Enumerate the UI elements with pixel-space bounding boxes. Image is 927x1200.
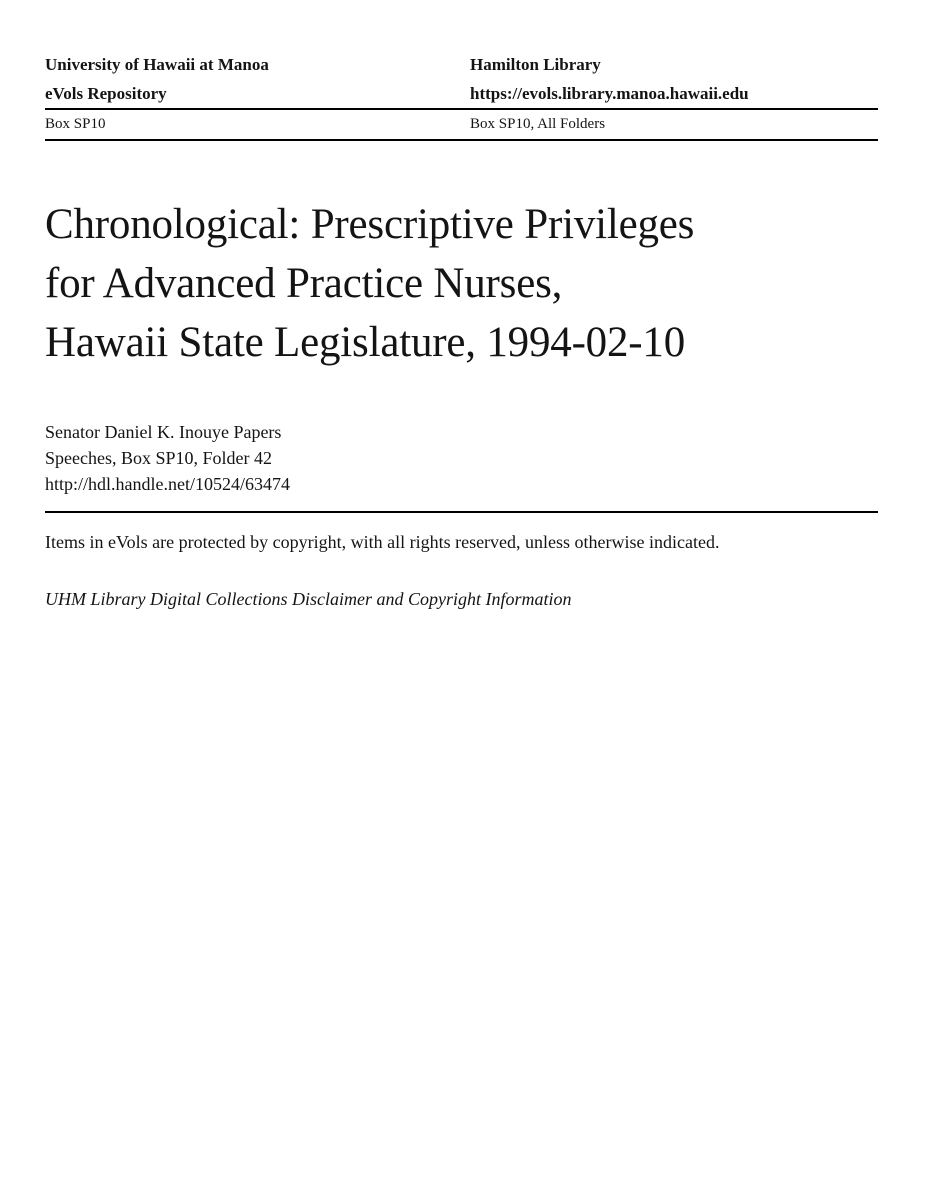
- breadcrumb-folders-label: Box SP10, All Folders: [470, 116, 606, 132]
- repository-name: eVols Repository: [45, 84, 167, 103]
- breadcrumb-box-label: Box SP10: [45, 116, 106, 132]
- header: [45, 50, 878, 141]
- item-metadata: [45, 419, 878, 497]
- folder-location: Speeches, Box SP10, Folder 42: [45, 448, 272, 468]
- page-title-line-3: Hawaii State Legislature, 1994-02-10: [45, 319, 686, 366]
- library-name: Hamilton Library: [470, 55, 601, 74]
- page-title: [45, 195, 878, 372]
- page-title-line-2: for Advanced Practice Nurses,: [45, 260, 563, 307]
- handle-url-link[interactable]: http://hdl.handle.net/10524/63474: [45, 474, 290, 494]
- page-content: [45, 50, 878, 612]
- header-bottom-divider: [45, 139, 878, 141]
- repository-url-link[interactable]: https://evols.library.manoa.hawaii.edu: [470, 84, 749, 103]
- footer-divider: [45, 511, 878, 513]
- header-columns: [45, 50, 878, 108]
- disclaimer-copyright-link[interactable]: UHM Library Digital Collections Disclaimer and Copyright Information: [45, 589, 572, 609]
- breadcrumb: [45, 110, 878, 139]
- collection-name: Senator Daniel K. Inouye Papers: [45, 422, 282, 442]
- header-left-column: [45, 50, 470, 108]
- copyright-notice: Items in eVols are protected by copyright, with all rights reserved, unless otherwise indicated.: [45, 532, 720, 552]
- institution-name: University of Hawaii at Manoa: [45, 55, 269, 74]
- header-right-column: [470, 50, 878, 108]
- page-title-line-1: Chronological: Prescriptive Privileges: [45, 201, 695, 248]
